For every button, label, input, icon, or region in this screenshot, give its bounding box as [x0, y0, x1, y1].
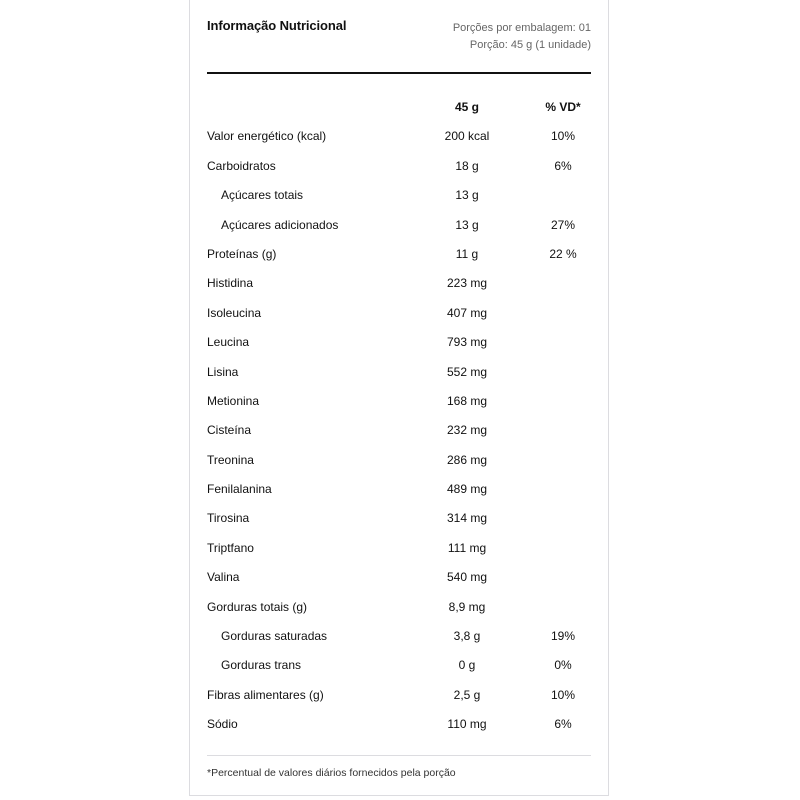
- nutrient-amount: 223 mg: [446, 276, 488, 291]
- nutrient-label: Isoleucina: [207, 305, 262, 320]
- nutrient-amount: 200 kcal: [444, 129, 490, 144]
- nutrient-amount: 552 mg: [446, 364, 488, 379]
- table-row: [207, 327, 591, 356]
- nutrient-amount: 489 mg: [446, 482, 488, 497]
- serving-size: Porção: 45 g (1 unidade): [469, 39, 591, 51]
- table-row: [207, 621, 591, 650]
- nutrient-amount: 8,9 mg: [448, 599, 486, 614]
- nutrient-amount: 407 mg: [446, 305, 488, 320]
- nutrient-daily-value: 10%: [550, 687, 576, 702]
- table-row: [207, 503, 591, 532]
- nutrient-daily-value: 6%: [554, 717, 572, 732]
- table-row: [207, 680, 591, 709]
- nutrient-label: Gorduras saturadas: [221, 629, 328, 644]
- nutrient-amount: 2,5 g: [453, 687, 481, 702]
- table-row: [207, 298, 591, 327]
- nutrient-amount: 13 g: [455, 217, 479, 232]
- table-row: [207, 180, 591, 209]
- nutrient-amount: 0 g: [458, 658, 476, 673]
- nutrient-label: Fibras alimentares (g): [207, 687, 324, 702]
- footer-divider: [207, 755, 591, 756]
- nutrient-label: Histidina: [207, 276, 254, 291]
- nutrient-amount: 286 mg: [446, 452, 488, 467]
- nutrient-daily-value: 6%: [554, 158, 572, 173]
- table-row: [207, 415, 591, 444]
- table-header-row: [207, 92, 591, 121]
- nutrient-label: Fenilalanina: [207, 482, 272, 497]
- nutrition-facts-panel: [189, 0, 609, 796]
- nutrient-label: Treonina: [207, 452, 254, 467]
- nutrient-amount: 18 g: [455, 158, 479, 173]
- nutrient-label: Tirosina: [207, 511, 250, 526]
- nutrition-title: Informação Nutricional: [207, 18, 347, 33]
- nutrient-amount: 540 mg: [446, 570, 488, 585]
- nutrient-label: Sódio: [207, 717, 238, 732]
- nutrient-amount: 111 mg: [447, 540, 487, 555]
- table-row: [207, 562, 591, 591]
- nutrient-amount: 314 mg: [446, 511, 488, 526]
- serving-info: [453, 20, 591, 54]
- table-row: [207, 151, 591, 180]
- table-row: [207, 386, 591, 415]
- table-row: [207, 533, 591, 562]
- nutrient-daily-value: 27%: [550, 217, 576, 232]
- table-row: [207, 709, 591, 738]
- nutrition-table: [207, 92, 591, 739]
- nutrient-amount: 110 mg: [447, 717, 487, 732]
- table-row: [207, 445, 591, 474]
- table-row: [207, 474, 591, 503]
- nutrient-label: Gorduras totais (g): [207, 599, 308, 614]
- table-row: [207, 650, 591, 679]
- nutrient-daily-value: 22 %: [549, 246, 577, 261]
- nutrient-amount: 3,8 g: [453, 629, 481, 644]
- nutrient-label: Açúcares totais: [221, 188, 304, 203]
- nutrient-amount: 13 g: [455, 188, 479, 203]
- nutrient-daily-value: 0%: [554, 658, 572, 673]
- table-row: [207, 357, 591, 386]
- footnote: *Percentual de valores diários fornecidos pela porção: [207, 767, 456, 779]
- nutrient-label: Leucina: [207, 335, 250, 350]
- table-row: [207, 268, 591, 297]
- nutrient-label: Metionina: [207, 393, 260, 408]
- nutrient-label: Valor energético (kcal): [207, 129, 327, 144]
- servings-per-package: Porções por embalagem: 01: [452, 22, 591, 34]
- table-row: [207, 592, 591, 621]
- amount-column-header: 45 g: [454, 100, 479, 114]
- nutrient-label: Valina: [207, 570, 240, 585]
- nutrient-label: Triptfano: [207, 540, 254, 555]
- nutrient-amount: 793 mg: [446, 335, 488, 350]
- nutrient-label: Carboidratos: [207, 158, 276, 173]
- table-row: [207, 210, 591, 239]
- nutrient-amount: 232 mg: [446, 423, 488, 438]
- nutrient-label: Proteínas (g): [207, 246, 277, 261]
- header-divider: [207, 72, 591, 74]
- nutrition-header: [207, 18, 591, 58]
- nutrient-label: Cisteína: [207, 423, 252, 438]
- table-row: [207, 121, 591, 150]
- nutrient-label: Gorduras trans: [221, 658, 302, 673]
- daily-value-column-header: % VD*: [545, 100, 581, 114]
- nutrient-label: Lisina: [207, 364, 239, 379]
- nutrient-daily-value: 10%: [550, 129, 576, 144]
- nutrient-amount: 168 mg: [446, 393, 488, 408]
- nutrient-label: Açúcares adicionados: [221, 217, 339, 232]
- table-row: [207, 239, 591, 268]
- nutrient-amount: 11 g: [455, 246, 479, 261]
- nutrient-daily-value: 19%: [550, 629, 576, 644]
